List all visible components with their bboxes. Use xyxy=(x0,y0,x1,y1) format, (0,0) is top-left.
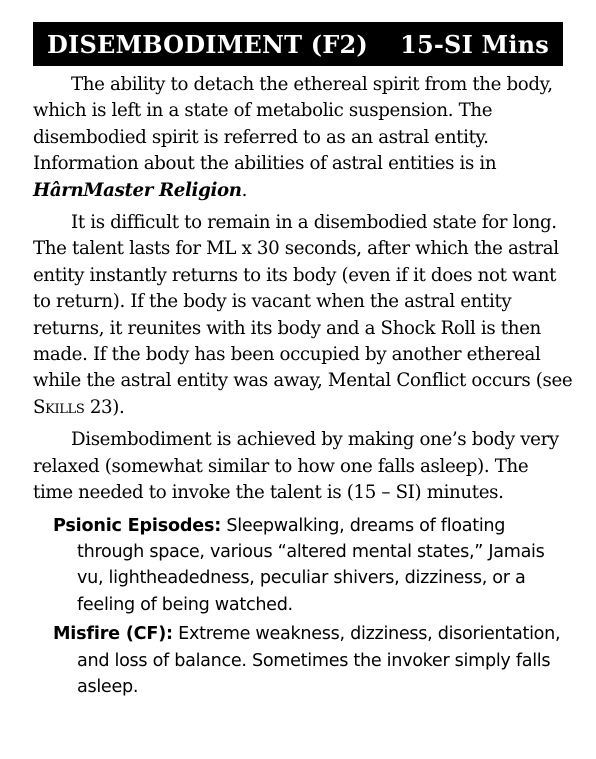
paragraph-duration-text: It is difficult to remain in a disembodied state for long. The talent lasts for ML x 30 seconds, after which the astral entity instantly returns to its body (even if it does not want to return). If the body is vacant when the astral entity returns, it reunites with its body and a Shock Roll is then made. If the body has been occupied by another ethereal while the astral entity was away, Mental Conflict occurs (see xyxy=(33,212,573,392)
definition-term: Psionic Episodes: xyxy=(53,515,222,536)
definition-term: Misfire (CF): xyxy=(53,624,173,645)
skills-reference-page: 23 xyxy=(84,396,113,418)
paragraph-intro-text: The ability to detach the ethereal spirit from the body, which is left in a state of metabolic suspension. The disembodied spirit is referred to as an astral entity. Information about the abilities of astral entities is in xyxy=(33,74,553,175)
paragraph-intro-end: . xyxy=(241,179,248,201)
section-title: DISEMBODIMENT (F2) xyxy=(47,29,368,59)
paragraph-duration-end: ). xyxy=(112,396,125,418)
skills-reference: Skills xyxy=(33,396,85,418)
paragraph-intro xyxy=(33,72,573,204)
paragraph-invocation xyxy=(33,427,573,506)
definition-text: Extreme weakness, dizziness, disorientation, and loss of balance. Sometimes the invoker simply falls asleep. xyxy=(77,624,561,697)
definition-psionic-episodes xyxy=(33,513,573,619)
paragraph-duration xyxy=(33,210,573,421)
paragraph-invocation-text: Disembodiment is achieved by making one’s body very relaxed (somewhat similar to how one falls asleep). The time needed to invoke the talent is (15 – SI) minutes. xyxy=(33,429,559,504)
definition-misfire xyxy=(33,621,573,700)
section-body xyxy=(33,72,573,703)
book-reference: HârnMaster Religion xyxy=(33,179,242,201)
section-time: 15-SI Mins xyxy=(400,29,549,59)
section-header xyxy=(33,22,563,66)
definition-text: Sleepwalking, dreams of floating through space, various “altered mental states,” Jamais vu, lightheadedness, peculiar shivers, dizziness, or a feeling of being watched. xyxy=(77,515,545,615)
definition-list xyxy=(33,513,573,701)
